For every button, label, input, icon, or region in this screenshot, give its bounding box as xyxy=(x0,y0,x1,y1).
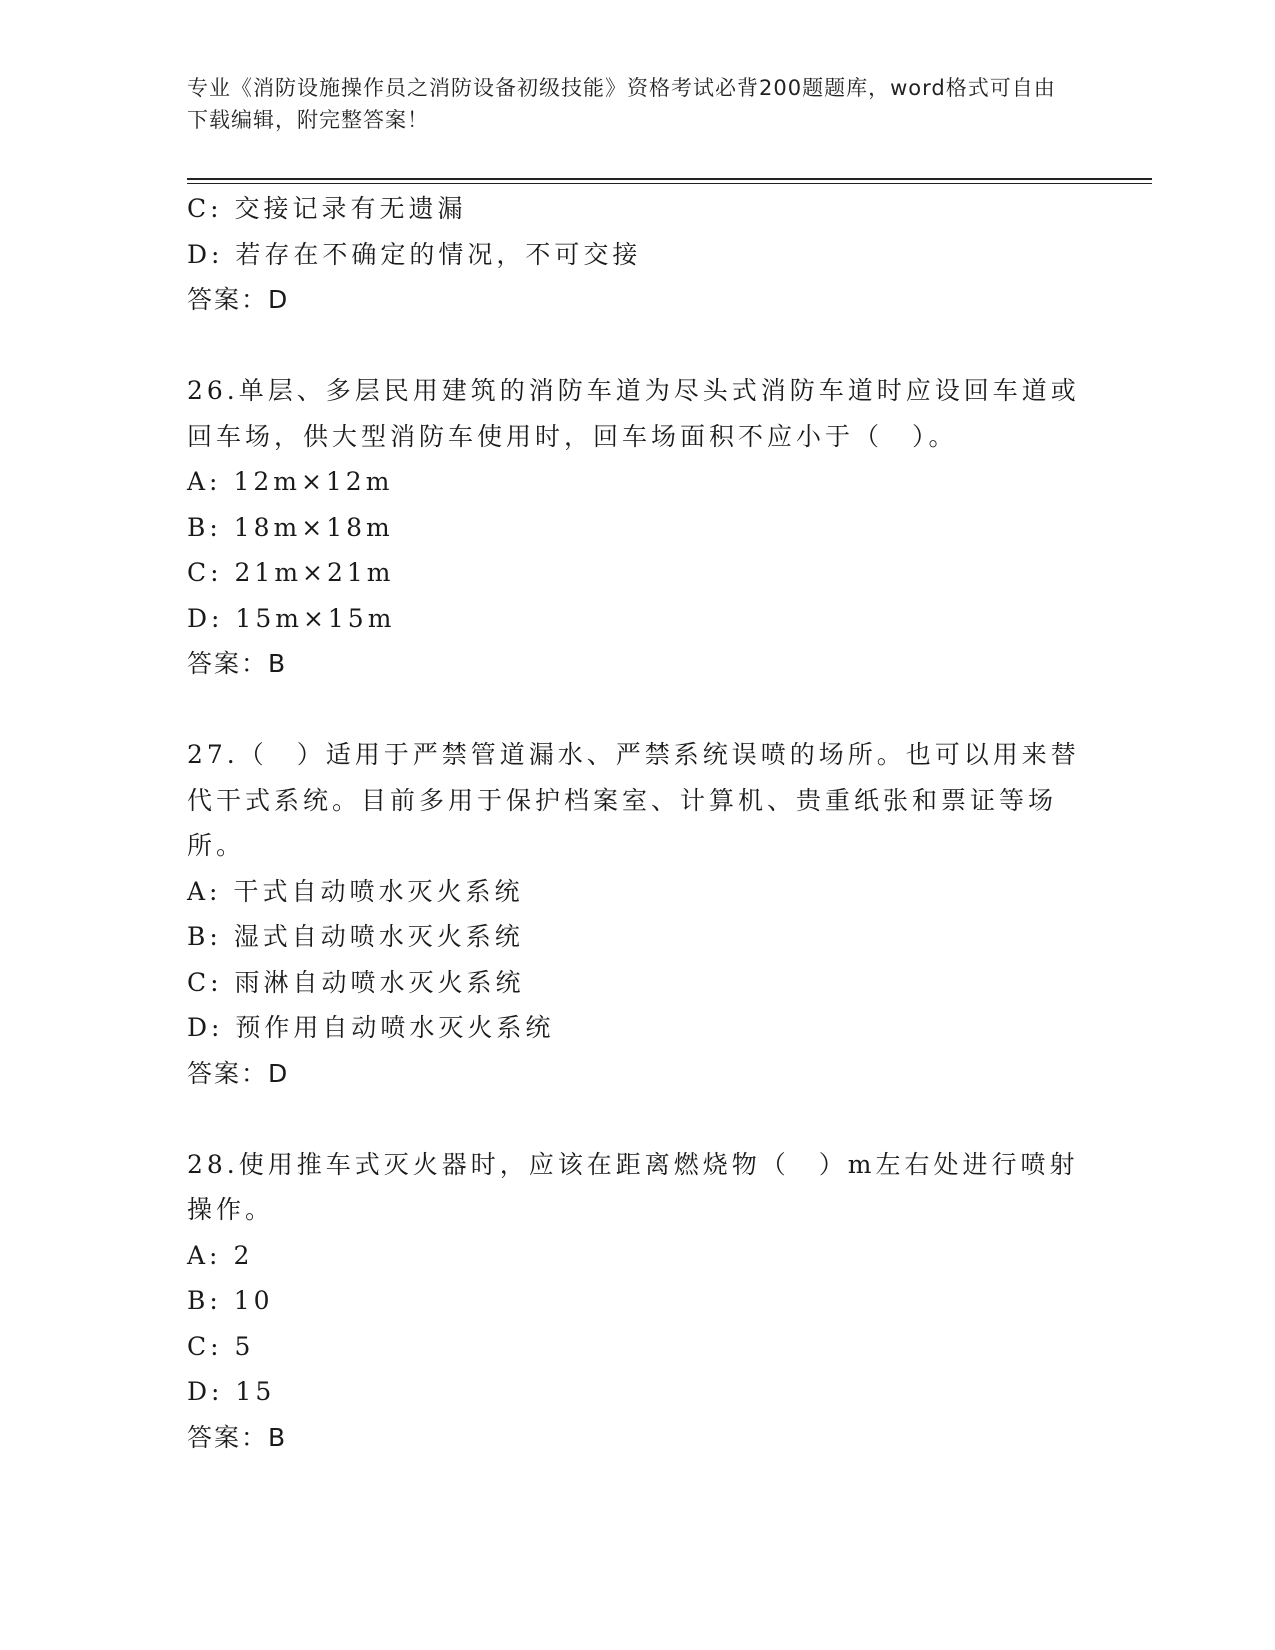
option-letter: B: xyxy=(187,512,222,542)
option-text: 15m×15m xyxy=(235,603,396,633)
option-text: 12m×12m xyxy=(233,467,394,496)
spacer xyxy=(187,687,1087,733)
option-text: 湿式自动喷水灭火系统 xyxy=(233,922,524,951)
option-text: 雨淋自动喷水灭火系统 xyxy=(234,967,525,997)
option-b xyxy=(187,505,1087,551)
question-block-27 xyxy=(187,732,1087,1096)
answer-line: 答案：B xyxy=(187,1422,288,1452)
option-text: 15 xyxy=(235,1377,276,1406)
option-c xyxy=(187,550,1087,596)
option-b xyxy=(187,1278,1087,1324)
option-text: 干式自动喷水灭火系统 xyxy=(233,876,524,906)
option-c xyxy=(187,1324,1087,1370)
option-letter: A: xyxy=(187,467,222,496)
option-a xyxy=(187,869,1087,915)
option-text: 2 xyxy=(233,1240,254,1270)
option-d xyxy=(187,232,1087,278)
document-header: 专业《消防设施操作员之消防设备初级技能》资格考试必背200题题库，word格式可自由下载编辑，附完整答案！ xyxy=(187,76,1056,132)
option-letter: B: xyxy=(187,1286,222,1315)
option-letter: C: xyxy=(187,1331,223,1361)
option-text: 交接记录有无遗漏 xyxy=(234,194,467,223)
question-stem: 28.使用推车式灭火器时，应该在距离燃烧物（ ）m左右处进行喷射操作。 xyxy=(187,1149,1079,1224)
option-c xyxy=(187,186,1087,232)
option-text: 若存在不确定的情况，不可交接 xyxy=(235,239,642,269)
answer-line: 答案：D xyxy=(187,1058,290,1088)
option-a xyxy=(187,459,1087,505)
option-letter: C: xyxy=(187,558,223,587)
answer-line: 答案：D xyxy=(187,285,290,314)
question-block-partial xyxy=(187,186,1087,323)
spacer xyxy=(187,323,1087,369)
answer-line: 答案：B xyxy=(187,649,288,678)
question-list xyxy=(187,186,1087,1460)
option-d xyxy=(187,1005,1087,1051)
question-stem: 27.（ ）适用于严禁管道漏水、严禁系统误喷的场所。也可以用来替代干式系统。目前多用于保护档案室、计算机、贵重纸张和票证等场所。 xyxy=(187,740,1080,860)
option-c xyxy=(187,960,1087,1006)
option-d xyxy=(187,1369,1087,1415)
option-letter: C: xyxy=(187,194,223,223)
header-divider-thin xyxy=(187,183,1152,184)
option-letter: D: xyxy=(187,1377,224,1406)
question-block-26 xyxy=(187,368,1087,687)
spacer xyxy=(187,1096,1087,1142)
option-text: 5 xyxy=(234,1331,255,1361)
option-letter: A: xyxy=(187,876,222,906)
option-letter: D: xyxy=(187,1013,224,1042)
header-divider-thick xyxy=(187,178,1152,180)
option-text: 预作用自动喷水灭火系统 xyxy=(235,1013,555,1042)
option-letter: C: xyxy=(187,967,223,997)
option-text: 10 xyxy=(233,1286,274,1315)
option-text: 18m×18m xyxy=(233,512,394,542)
option-b xyxy=(187,914,1087,960)
option-letter: D: xyxy=(187,239,224,269)
option-text: 21m×21m xyxy=(234,558,395,587)
option-letter: B: xyxy=(187,922,222,951)
question-block-28 xyxy=(187,1142,1087,1461)
option-letter: D: xyxy=(187,603,224,633)
option-letter: A: xyxy=(187,1240,222,1270)
option-a xyxy=(187,1233,1087,1279)
question-stem: 26.单层、多层民用建筑的消防车道为尽头式消防车道时应设回车道或回车场，供大型消防车使用时，回车场面积不应小于（ ）。 xyxy=(187,376,1080,451)
option-d xyxy=(187,596,1087,642)
